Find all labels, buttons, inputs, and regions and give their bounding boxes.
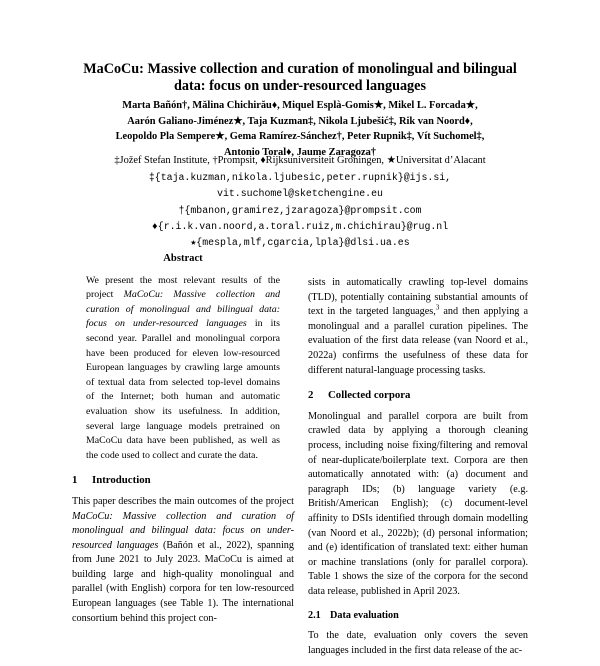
author-list [60, 98, 540, 160]
email-list [60, 170, 540, 251]
section-number: 2 [308, 389, 314, 402]
collected-corpora-paragraph: Monolingual and parallel corpora are built from crawled data by applying a thorough cleaning process, including noise fixing/filtering and removal of near-duplicate/boilerplate text. Corpora are then automatically annotated with: (a) document and paragraph IDs; (b) language variety (e.g. British/American English); (c) document-level affinity to DSIs identified through domain modelling (van Noord et al., 2022b); (d) personal information; and (e) identification of translated text: either human or machine translations (only for parallel corpora). Table 1 shows the size of the corpora for the second data release, published in April 2023. [308, 410, 528, 597]
intro-continued-text-a: sists in automatically crawling top-level domains (TLD), potentially containing substantial amounts of text in the targeted languages, [308, 277, 528, 318]
authors-line-3: Leopoldo Pla Sempere★, Gema Ramírez-Sánchez†, Peter Rupnik‡, Vít Suchomel‡, [115, 131, 485, 143]
abstract-project-title: MaCoCu: Massive collection and curation of monolingual and bilingual data: focus on under-resourced languages [86, 289, 281, 330]
abstract-text-a: We present the most relevant results of the project [86, 274, 280, 301]
section-heading-introduction [72, 473, 294, 488]
abstract-text-b: in its second year. Parallel and monolingual corpora have been produced for eleven low-resourced European languages by crawling large amounts of textual data from selected top-level domains of the Internet; both human and automatic evaluation show its usefulness. In addition, several large language models pretrained on MaCoCu data have been published, as well as the code used to collect and curate the data. [86, 318, 280, 461]
subsection-number: 2.1 [308, 610, 321, 622]
email-line-4: ♦{r.i.k.van.noord,a.toral.ruiz,m.chichirau}@rug.nl [151, 220, 449, 232]
subsection-title: Data evaluation [330, 610, 399, 622]
left-column [72, 252, 294, 634]
footnote-marker: 3 [435, 303, 440, 312]
paper-title [60, 61, 540, 95]
abstract-heading: Abstract [163, 253, 203, 264]
right-column [308, 276, 528, 666]
introduction-paragraph [72, 495, 294, 626]
email-line-1: ‡{taja.kuzman,nikola.ljubesic,peter.rupnik}@ijs.si, [148, 172, 452, 183]
email-line-3: †{mbanon,gramirez,jzaragoza}@prompsit.com [178, 204, 422, 216]
data-evaluation-paragraph: To the date, evaluation only covers the seven languages included in the first data release of the ac- [308, 630, 528, 656]
intro-continued-text-b: and then applying a monolingual and a parallel curation pipelines. The evaluation of the first data release (van Noord et al., 2022a) confirms the usefulness of these data for different natural-language processing tasks. [308, 306, 528, 376]
title-line-1: MaCoCu: Massive collection and curation of monolingual and bilingual [83, 61, 517, 77]
section-heading-collected-corpora [308, 388, 528, 403]
section-title: Introduction [92, 474, 151, 487]
subsection-heading-data-evaluation [308, 609, 528, 624]
affiliations: ‡Jožef Stefan Institute, †Prompsit, ♦Rijksuniversiteit Groningen, ★Universitat d’Alacant [114, 155, 486, 166]
authors-line-2: Aarón Galiano-Jiménez★, Taja Kuzman‡, Nikola Ljubešić‡, Rik van Noord♦, [127, 115, 473, 127]
authors-line-4: Antonio Toral♦, Jaume Zaragoza† [224, 146, 376, 158]
intro-continued-paragraph [308, 276, 528, 378]
intro-text-b: (Bañón et al., 2022), spanning from June 2021 to July 2023. MaCoCu is aimed at building large and high-quality monolingual and parallel (with English) corpora for ten low-resourced European languages (see Table 1). The international consortium behind this project con- [72, 539, 294, 624]
abstract-text [72, 274, 294, 464]
section-title: Collected corpora [328, 389, 411, 402]
authors-line-1: Marta Bañón†, Mălina Chichirău♦, Miquel Esplà-Gomis★, Mikel L. Forcada★, [122, 100, 478, 111]
email-line-2: vit.suchomel@sketchengine.eu [217, 188, 383, 200]
intro-text-a: This paper describes the main outcomes of the project [72, 495, 294, 507]
intro-project-title: MaCoCu: Massive collection and curation of monolingual and bilingual data: focus on under-resourced languages [72, 510, 294, 551]
title-line-2: data: focus on under-resourced languages [174, 78, 426, 94]
section-number: 1 [72, 474, 78, 487]
email-line-5: ★{mespla,mlf,cgarcia,lpla}@dlsi.ua.es [190, 237, 410, 249]
